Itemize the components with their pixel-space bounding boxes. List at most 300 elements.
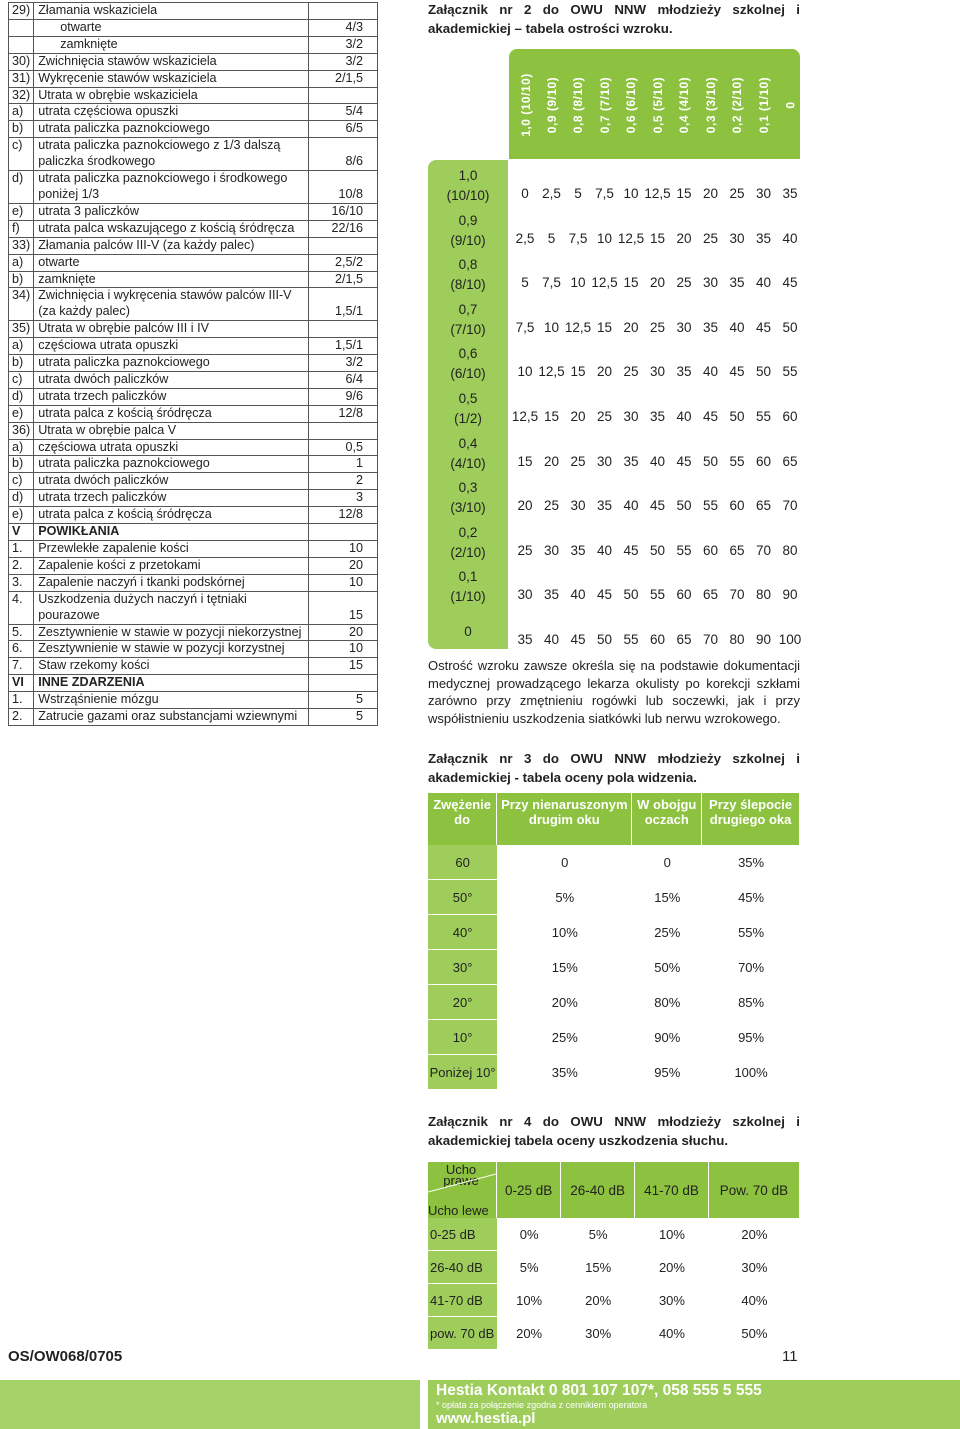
acuity-cell: 45 bbox=[755, 319, 772, 335]
acuity-row-label-a: 0 bbox=[464, 624, 472, 639]
row-value: 3 bbox=[309, 490, 378, 507]
acuity-cell: 20 bbox=[676, 230, 692, 246]
row-value bbox=[309, 3, 378, 20]
hearing-value: 30% bbox=[635, 1284, 709, 1317]
acuity-cell: 70 bbox=[702, 632, 719, 647]
hearing-value: 20% bbox=[561, 1284, 635, 1317]
table-row bbox=[9, 439, 378, 456]
acuity-col-header bbox=[777, 53, 804, 157]
field-label: 30° bbox=[428, 950, 497, 985]
acuity-cell: 12,5 bbox=[538, 364, 565, 380]
acuity-cell: 40 bbox=[702, 364, 719, 380]
row-value: 2,5/2 bbox=[309, 254, 378, 271]
acuity-cell: 65 bbox=[755, 498, 772, 514]
acuity-cell: 20 bbox=[702, 186, 719, 201]
acuity-row-label-a: 0,1 bbox=[458, 569, 478, 585]
field-label: 40° bbox=[428, 915, 497, 950]
row-number: c) bbox=[9, 138, 34, 171]
row-text: Zesztywnienie w stawie w pozycji korzystnej bbox=[34, 641, 309, 658]
table-row bbox=[9, 203, 378, 220]
annex3-heading: Załącznik nr 3 do OWU NNW młodzieży szkolnej i akademickiej - tabela oceny pola widzenia. bbox=[428, 751, 800, 785]
acuity-cell: 15 bbox=[623, 275, 639, 291]
acuity-col-header bbox=[751, 53, 778, 157]
acuity-cell: 35 bbox=[649, 409, 666, 424]
table-row bbox=[9, 237, 378, 254]
acuity-cell: 100 bbox=[778, 632, 802, 647]
table-row bbox=[9, 271, 378, 288]
row-text: Zapalenie kości z przetokami bbox=[34, 557, 309, 574]
table-row bbox=[9, 70, 378, 87]
row-number bbox=[9, 19, 34, 36]
row-number: 1. bbox=[9, 692, 34, 709]
acuity-cell: 45 bbox=[676, 453, 692, 469]
hearing-row-label: 41-70 dB bbox=[428, 1284, 497, 1317]
acuity-cell: 40 bbox=[543, 632, 560, 647]
acuity-row-label-b: (1/10) bbox=[450, 589, 486, 605]
hearing-value: 10% bbox=[497, 1284, 561, 1317]
field-label: Poniżej 10° bbox=[428, 1055, 497, 1090]
row-text: Staw rzekomy kości bbox=[34, 658, 309, 675]
row-text: zamknięte bbox=[34, 271, 309, 288]
row-text: Zwichnięcia i wykręcenia stawów palców III-V (za każdy palec) bbox=[34, 288, 309, 321]
row-value: 3/2 bbox=[309, 355, 378, 372]
acuity-cell: 40 bbox=[649, 453, 666, 469]
acuity-cell: 10 bbox=[517, 364, 533, 380]
table-row bbox=[428, 1251, 800, 1284]
acuity-cell: 45 bbox=[596, 587, 613, 603]
acuity-cell: 50 bbox=[676, 498, 692, 514]
acuity-row-label-b: (9/10) bbox=[450, 232, 486, 248]
row-number: 3. bbox=[9, 574, 34, 591]
acuity-cell: 15 bbox=[570, 364, 586, 380]
row-text: utrata trzech paliczków bbox=[34, 388, 309, 405]
row-number: e) bbox=[9, 507, 34, 524]
acuity-row-label-a: 0,8 bbox=[458, 257, 478, 273]
acuity-cell: 30 bbox=[596, 453, 613, 469]
acuity-cell: 55 bbox=[782, 364, 798, 380]
table-row bbox=[9, 321, 378, 338]
acuity-row-label-b: (8/10) bbox=[450, 277, 486, 293]
table-row bbox=[9, 19, 378, 36]
acuity-cell: 30 bbox=[517, 587, 533, 603]
table-row bbox=[428, 1020, 800, 1055]
acuity-row-label-b: (7/10) bbox=[450, 321, 486, 337]
table-row bbox=[9, 422, 378, 439]
table-row bbox=[9, 675, 378, 692]
table-row bbox=[9, 541, 378, 558]
row-number: 5. bbox=[9, 624, 34, 641]
row-value: 6/4 bbox=[309, 371, 378, 388]
acuity-row-label-b: (2/10) bbox=[450, 544, 486, 560]
row-text: utrata trzech paliczków bbox=[34, 490, 309, 507]
row-value bbox=[309, 524, 378, 541]
row-value: 3/2 bbox=[309, 36, 378, 53]
field-label: 20° bbox=[428, 985, 497, 1020]
field-value: 25% bbox=[497, 1020, 632, 1055]
acuity-cell: 35 bbox=[729, 275, 745, 291]
acuity-row-label-b: (10/10) bbox=[446, 188, 490, 203]
acuity-cell: 55 bbox=[702, 498, 719, 514]
hearing-value: 20% bbox=[709, 1218, 800, 1251]
acuity-cell: 10 bbox=[543, 319, 560, 335]
table-row bbox=[9, 709, 378, 726]
acuity-cell: 30 bbox=[623, 409, 639, 424]
acuity-cell: 60 bbox=[729, 498, 745, 514]
acuity-cell: 0 bbox=[521, 186, 529, 201]
acuity-row-label bbox=[428, 567, 508, 607]
row-value: 15 bbox=[309, 658, 378, 675]
table-row bbox=[9, 36, 378, 53]
acuity-col-header-text: 0,9 (9/10) bbox=[545, 76, 559, 134]
table-row bbox=[9, 220, 378, 237]
row-text: Utrata w obrębie palca V bbox=[34, 422, 309, 439]
row-text: utrata paliczka paznokciowego bbox=[34, 121, 309, 138]
field-value: 35% bbox=[702, 845, 800, 880]
row-number: b) bbox=[9, 121, 34, 138]
acuity-row-label-a: 0,9 bbox=[458, 212, 478, 228]
table-row bbox=[9, 405, 378, 422]
acuity-cell: 15 bbox=[543, 409, 560, 424]
acuity-row-label bbox=[428, 211, 508, 251]
row-text: otwarte bbox=[34, 19, 309, 36]
row-number: 32) bbox=[9, 87, 34, 104]
table-row bbox=[428, 1284, 800, 1317]
row-number: f) bbox=[9, 220, 34, 237]
row-number: d) bbox=[9, 388, 34, 405]
row-text: Złamania wskaziciela bbox=[34, 3, 309, 20]
document-code: OS/OW068/0705 bbox=[8, 1348, 123, 1365]
hearing-header: 41-70 dB bbox=[635, 1162, 709, 1218]
hearing-header: Pow. 70 dB bbox=[709, 1162, 800, 1218]
row-number: a) bbox=[9, 338, 34, 355]
row-number: 30) bbox=[9, 53, 34, 70]
acuity-row-label bbox=[428, 300, 508, 340]
acuity-cell: 20 bbox=[570, 409, 586, 424]
row-value: 1,5/1 bbox=[309, 288, 378, 321]
row-value: 10 bbox=[309, 541, 378, 558]
acuity-row-label-a: 0,4 bbox=[458, 435, 478, 451]
row-value: 10 bbox=[309, 574, 378, 591]
field-value: 20% bbox=[497, 985, 632, 1020]
field-value: 15% bbox=[497, 950, 632, 985]
table-row bbox=[428, 950, 800, 985]
field-value: 25% bbox=[632, 915, 702, 950]
acuity-cell: 35 bbox=[570, 542, 586, 558]
acuity-cell: 15 bbox=[649, 230, 666, 246]
hearing-value: 5% bbox=[561, 1218, 635, 1251]
row-text: INNE ZDARZENIA bbox=[34, 675, 309, 692]
table-row bbox=[9, 692, 378, 709]
acuity-cell: 2,5 bbox=[542, 186, 561, 201]
row-value: 4/3 bbox=[309, 19, 378, 36]
row-value: 9/6 bbox=[309, 388, 378, 405]
acuity-cell: 40 bbox=[596, 542, 613, 558]
row-text: utrata dwóch paliczków bbox=[34, 473, 309, 490]
acuity-cell: 35 bbox=[782, 186, 798, 201]
field-value: 85% bbox=[702, 985, 800, 1020]
hearing-corner-cell bbox=[428, 1162, 497, 1218]
acuity-cell: 12,5 bbox=[591, 275, 618, 291]
visual-acuity-table bbox=[428, 49, 800, 649]
row-text: częściowa utrata opuszki bbox=[34, 338, 309, 355]
acuity-cell: 25 bbox=[517, 542, 533, 558]
acuity-cell: 35 bbox=[676, 364, 692, 380]
acuity-cell: 35 bbox=[596, 498, 613, 514]
acuity-cell: 70 bbox=[729, 587, 745, 603]
hestia-url[interactable]: www.hestia.pl bbox=[436, 1410, 536, 1427]
acuity-cell: 40 bbox=[570, 587, 586, 603]
acuity-cell: 45 bbox=[702, 409, 719, 424]
acuity-row-label-b: (3/10) bbox=[450, 500, 486, 516]
annex-column bbox=[428, 0, 800, 1350]
hearing-header: 26-40 dB bbox=[561, 1162, 635, 1218]
row-value: 8/6 bbox=[309, 138, 378, 171]
row-value: 20 bbox=[309, 557, 378, 574]
acuity-cell: 65 bbox=[782, 453, 798, 469]
row-text: utrata palca z kością śródręcza bbox=[34, 405, 309, 422]
acuity-cell: 25 bbox=[596, 409, 613, 424]
table-row bbox=[9, 355, 378, 372]
table-row bbox=[9, 3, 378, 20]
field-value: 70% bbox=[702, 950, 800, 985]
table-row bbox=[428, 1218, 800, 1251]
hearing-value: 5% bbox=[497, 1251, 561, 1284]
acuity-row-label-a: 0,2 bbox=[458, 524, 478, 540]
row-value: 3/2 bbox=[309, 53, 378, 70]
acuity-row-label bbox=[428, 166, 508, 206]
acuity-cell: 5 bbox=[521, 275, 529, 291]
acuity-row-label bbox=[428, 389, 508, 429]
row-number: d) bbox=[9, 490, 34, 507]
footer-bar-left bbox=[0, 1380, 420, 1429]
table-row bbox=[428, 985, 800, 1020]
acuity-col-header bbox=[645, 53, 672, 157]
acuity-row-label bbox=[428, 344, 508, 384]
row-number: 31) bbox=[9, 70, 34, 87]
acuity-col-header-text: 0,2 (2/10) bbox=[730, 76, 745, 134]
row-number: 7. bbox=[9, 658, 34, 675]
hearing-value: 20% bbox=[635, 1251, 709, 1284]
acuity-cell: 10 bbox=[596, 230, 613, 246]
row-value bbox=[309, 87, 378, 104]
acuity-cell: 45 bbox=[649, 498, 666, 514]
row-number: a) bbox=[9, 439, 34, 456]
acuity-row-label-a: 0,6 bbox=[458, 346, 478, 362]
acuity-cell: 50 bbox=[702, 453, 719, 469]
acuity-cell: 10 bbox=[623, 186, 639, 201]
row-text: Utrata w obrębie palców III i IV bbox=[34, 321, 309, 338]
acuity-cell: 60 bbox=[676, 587, 692, 603]
row-number: 6. bbox=[9, 641, 34, 658]
row-value: 5/4 bbox=[309, 104, 378, 121]
acuity-row-label-b: (6/10) bbox=[450, 366, 486, 382]
row-value: 2/1,5 bbox=[309, 70, 378, 87]
table-row bbox=[428, 880, 800, 915]
row-text: Zatrucie gazami oraz substancjami wziewnymi bbox=[34, 709, 309, 726]
row-text: utrata palca wskazującego z kością śródręcza bbox=[34, 220, 309, 237]
row-number: VI bbox=[9, 675, 34, 692]
acuity-row-label bbox=[428, 622, 508, 642]
hearing-value: 40% bbox=[635, 1317, 709, 1350]
row-text: zamknięte bbox=[34, 36, 309, 53]
acuity-cell: 40 bbox=[782, 230, 798, 246]
acuity-cell: 30 bbox=[570, 498, 586, 514]
acuity-cell: 40 bbox=[676, 409, 692, 424]
hearing-value: 20% bbox=[497, 1317, 561, 1350]
row-number: 36) bbox=[9, 422, 34, 439]
row-text: Przewlekłe zapalenie kości bbox=[34, 541, 309, 558]
row-text: Wykręcenie stawów wskaziciela bbox=[34, 70, 309, 87]
acuity-cell: 55 bbox=[755, 409, 772, 424]
hearing-table bbox=[428, 1162, 800, 1350]
acuity-cell: 20 bbox=[623, 319, 639, 335]
hearing-value: 30% bbox=[709, 1251, 800, 1284]
acuity-col-header bbox=[512, 53, 539, 157]
acuity-cell: 20 bbox=[543, 453, 560, 469]
row-text: utrata dwóch paliczków bbox=[34, 371, 309, 388]
injury-table bbox=[8, 2, 378, 726]
row-value: 15 bbox=[309, 591, 378, 624]
acuity-cell: 30 bbox=[729, 230, 745, 246]
field-value: 45% bbox=[702, 880, 800, 915]
hearing-row-label: 26-40 dB bbox=[428, 1251, 497, 1284]
row-number: c) bbox=[9, 473, 34, 490]
row-number: 29) bbox=[9, 3, 34, 20]
table-row bbox=[9, 490, 378, 507]
acuity-cell: 50 bbox=[623, 587, 639, 603]
hestia-footnote: * opłata za połączenie zgodna z cennikiem operatora bbox=[436, 1400, 648, 1410]
field-value: 5% bbox=[497, 880, 632, 915]
acuity-col-header-text: 1,0 (10/10) bbox=[518, 73, 533, 137]
row-value: 20 bbox=[309, 624, 378, 641]
table-row bbox=[428, 915, 800, 950]
acuity-row-label bbox=[428, 434, 508, 474]
row-text: utrata paliczka paznokciowego i środkowego poniżej 1/3 bbox=[34, 171, 309, 204]
row-value: 12/8 bbox=[309, 507, 378, 524]
field-value: 95% bbox=[702, 1020, 800, 1055]
acuity-cell: 12,5 bbox=[644, 186, 671, 201]
acuity-row-label bbox=[428, 255, 508, 295]
table-row bbox=[9, 574, 378, 591]
hearing-value: 10% bbox=[635, 1218, 709, 1251]
acuity-cell: 45 bbox=[570, 632, 586, 647]
row-text: częściowa utrata opuszki bbox=[34, 439, 309, 456]
field-value: 15% bbox=[632, 880, 702, 915]
acuity-cell: 5 bbox=[547, 230, 556, 246]
acuity-col-header bbox=[539, 53, 566, 157]
acuity-row-label-b: (4/10) bbox=[450, 455, 486, 471]
row-value: 1 bbox=[309, 456, 378, 473]
hearing-row-label: pow. 70 dB bbox=[428, 1317, 497, 1350]
acuity-col-header-text: 0,6 (6/10) bbox=[624, 76, 639, 134]
table-row bbox=[9, 87, 378, 104]
acuity-cell: 20 bbox=[517, 498, 533, 514]
acuity-cell: 25 bbox=[729, 186, 745, 201]
row-value: 10/8 bbox=[309, 171, 378, 204]
acuity-cell: 60 bbox=[702, 542, 719, 558]
row-value: 22/16 bbox=[309, 220, 378, 237]
corner-top-label: Ucho prawe bbox=[443, 1162, 479, 1188]
acuity-col-header bbox=[618, 53, 645, 157]
hestia-contact: Hestia Kontakt 0 801 107 107*, 058 555 5 555 bbox=[436, 1382, 762, 1399]
acuity-cell: 12,5 bbox=[511, 409, 539, 424]
visual-field-table bbox=[428, 793, 800, 1090]
acuity-cell: 20 bbox=[649, 275, 666, 291]
acuity-cell: 30 bbox=[755, 186, 772, 201]
row-number: d) bbox=[9, 171, 34, 204]
acuity-cell: 30 bbox=[676, 319, 692, 335]
row-value: 1,5/1 bbox=[309, 338, 378, 355]
acuity-cell: 50 bbox=[755, 364, 772, 380]
acuity-cell: 15 bbox=[676, 186, 692, 201]
acuity-cell: 12,5 bbox=[617, 230, 645, 246]
table-row bbox=[428, 845, 800, 880]
acuity-cell: 10 bbox=[570, 275, 586, 291]
table-row bbox=[9, 104, 378, 121]
row-value bbox=[309, 237, 378, 254]
acuity-cell: 40 bbox=[755, 275, 772, 291]
field-value: 80% bbox=[632, 985, 702, 1020]
acuity-row-label-a: 0,5 bbox=[458, 391, 478, 406]
acuity-cell: 55 bbox=[676, 542, 692, 558]
row-number: b) bbox=[9, 271, 34, 288]
acuity-cell: 25 bbox=[649, 319, 666, 335]
row-value: 2 bbox=[309, 473, 378, 490]
row-text: utrata paliczka paznokciowego bbox=[34, 355, 309, 372]
acuity-cell: 40 bbox=[729, 319, 745, 335]
acuity-row-label-a: 1,0 bbox=[458, 168, 478, 183]
row-number: e) bbox=[9, 203, 34, 220]
acuity-cell: 45 bbox=[782, 275, 798, 291]
field-header: Przy nienaruszonym drugim oku bbox=[497, 793, 632, 845]
acuity-col-header bbox=[565, 53, 592, 157]
row-text: utrata paliczka paznokciowego z 1/3 dalszą paliczka środkowego bbox=[34, 138, 309, 171]
acuity-cell: 25 bbox=[543, 498, 560, 514]
acuity-cell: 55 bbox=[623, 632, 639, 647]
table-row bbox=[9, 557, 378, 574]
acuity-cell: 25 bbox=[676, 275, 692, 291]
row-text: utrata paliczka paznokciowego bbox=[34, 456, 309, 473]
hestia-footer bbox=[428, 1380, 960, 1429]
row-value: 0,5 bbox=[309, 439, 378, 456]
acuity-cell: 60 bbox=[782, 409, 798, 424]
acuity-cell: 35 bbox=[623, 453, 639, 469]
field-value: 50% bbox=[632, 950, 702, 985]
acuity-cell: 50 bbox=[596, 632, 613, 647]
hearing-value: 0% bbox=[497, 1218, 561, 1251]
field-value: 0 bbox=[632, 845, 702, 880]
field-value: 90% bbox=[632, 1020, 702, 1055]
acuity-cell: 5 bbox=[574, 186, 582, 201]
row-value: 12/8 bbox=[309, 405, 378, 422]
acuity-col-header-text: 0,3 (3/10) bbox=[704, 76, 718, 134]
row-number: c) bbox=[9, 371, 34, 388]
acuity-col-header-text: 0,7 (7/10) bbox=[598, 76, 612, 134]
row-text: Zesztywnienie w stawie w pozycji niekorzystnej bbox=[34, 624, 309, 641]
field-value: 100% bbox=[702, 1055, 800, 1090]
acuity-col-header-text: 0,5 (5/10) bbox=[651, 76, 665, 134]
acuity-cell: 30 bbox=[543, 542, 560, 558]
acuity-cell: 35 bbox=[543, 587, 560, 603]
field-value: 0 bbox=[497, 845, 632, 880]
row-number: 35) bbox=[9, 321, 34, 338]
corner-bottom-label: Ucho lewe bbox=[428, 1203, 489, 1218]
acuity-cell: 65 bbox=[729, 542, 745, 558]
acuity-col-header-text: 0 bbox=[783, 101, 798, 109]
field-value: 35% bbox=[497, 1055, 632, 1090]
acuity-col-header-text: 0,8 (8/10) bbox=[571, 76, 586, 134]
acuity-col-header bbox=[698, 53, 725, 157]
